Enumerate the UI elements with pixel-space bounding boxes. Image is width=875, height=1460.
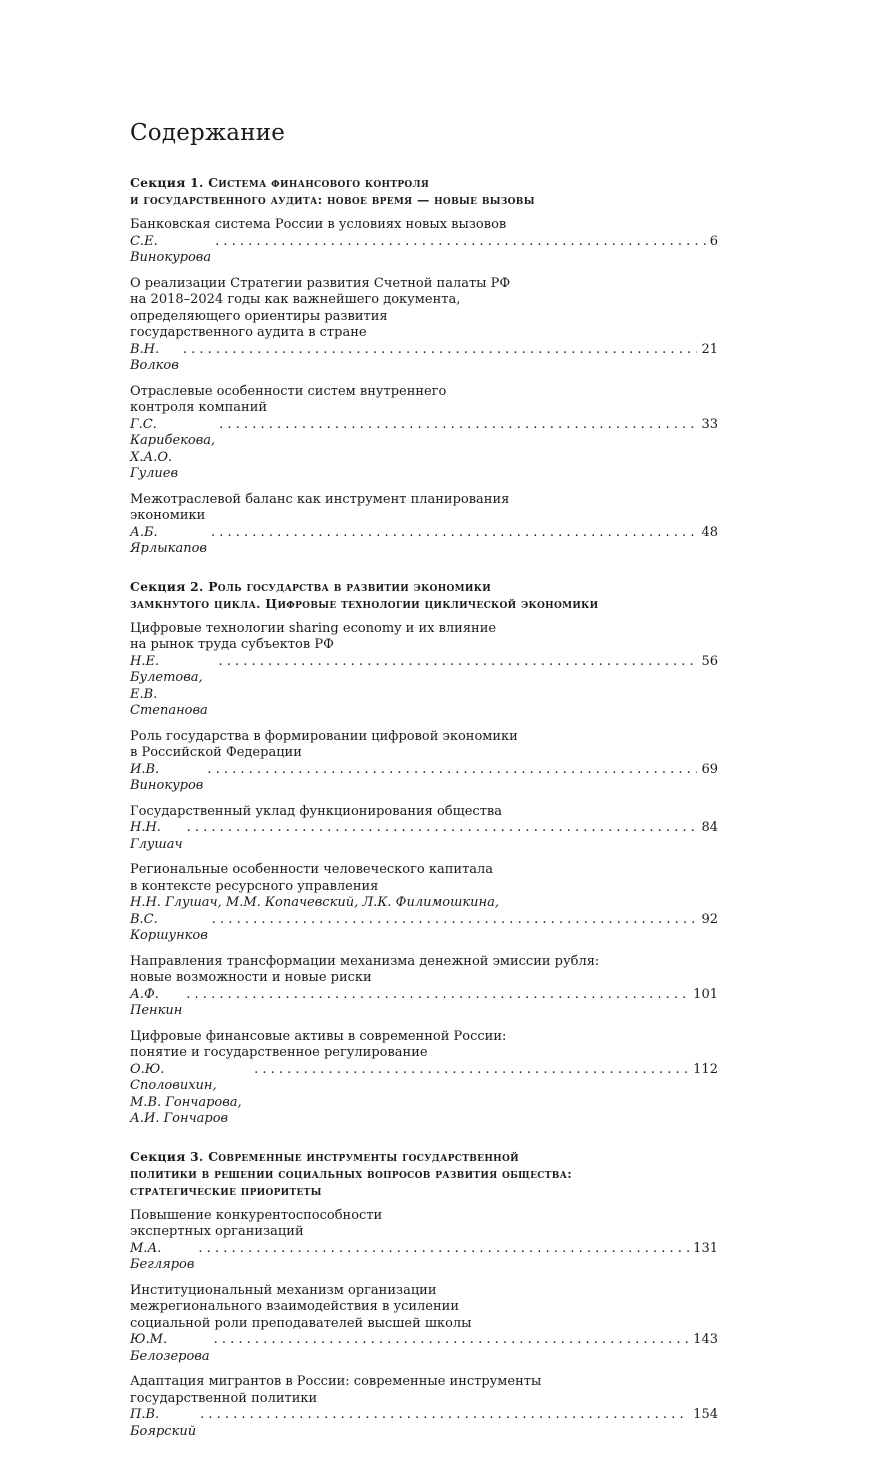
entry-title: О реализации Стратегии развития Счетной палаты РФ на 2018–2024 годы как важнейшего документа, определяющего ориентиры развития государственного аудита в стране [130, 275, 511, 340]
section-heading-text: Система финансового контроля [208, 175, 430, 190]
entry-authors: А.Б. Ярлыкапов [130, 524, 207, 556]
entry-authors: И.В. Винокуров [130, 761, 204, 793]
toc-entry[interactable] [130, 729, 718, 795]
entry-author-line [130, 1062, 718, 1128]
entry-title: Региональные особенности человеческого капитала в контексте ресурсного управления [130, 862, 494, 894]
entry-title: Межотраслевой баланс как инструмент планирования экономики [130, 491, 510, 523]
entry-authors: Н.Н. Глушач [130, 820, 183, 852]
entry-author-line [130, 1407, 718, 1440]
entry-authors: О.Ю. Споловихин, М.В. Гончарова, А.И. Гончаров [130, 1061, 242, 1126]
page-title: Содержание [130, 120, 286, 146]
section-heading-line: стратегические приоритеты [130, 1182, 322, 1198]
entry-author-line [130, 820, 718, 853]
dot-leader [198, 1241, 689, 1258]
entry-author-line [130, 417, 718, 483]
page-number: 56 [701, 653, 718, 669]
section-heading-line: политики в решении социальных вопросов развития общества: [130, 1165, 573, 1181]
page-number: 154 [693, 1407, 718, 1422]
entry-title: Государственный уклад функционирования общества [130, 803, 502, 819]
toc-section [130, 578, 718, 1128]
page-number: 69 [701, 761, 718, 777]
section-heading-line [130, 578, 718, 595]
entry-author-line [130, 762, 718, 795]
entry-authors: В.С. Коршунков [130, 911, 208, 943]
toc-entry[interactable] [130, 804, 718, 854]
entry-authors: Н.Е. Булетова, Е.В. Степанова [130, 653, 208, 718]
entry-author-line [130, 1241, 718, 1274]
page-number: 48 [701, 524, 718, 540]
section-heading-line [130, 1148, 718, 1165]
entry-author-line [130, 525, 718, 558]
entry-author-line [130, 987, 718, 1020]
page-number: 21 [701, 341, 718, 357]
dot-leader [200, 1407, 689, 1424]
entry-authors: Ю.М. Белозерова [130, 1332, 210, 1364]
dot-leader [186, 987, 689, 1004]
entry-title: Цифровые технологии sharing economy и их влияние на рынок труда субъектов РФ [130, 620, 497, 652]
entry-authors: С.Е. Винокурова [130, 233, 212, 265]
toc-entry[interactable] [130, 1283, 718, 1366]
toc-entry[interactable] [130, 862, 718, 945]
entry-author-line [130, 1332, 718, 1365]
entry-authors: Г.С. Карибекова, Х.А.О. Гулиев [130, 416, 216, 481]
entry-author-line [130, 234, 718, 267]
section-heading [130, 578, 718, 612]
section-heading [130, 174, 718, 208]
toc-entry[interactable] [130, 621, 718, 720]
page-number: 84 [701, 820, 718, 835]
toc-entry[interactable] [130, 1029, 718, 1128]
page-number: 143 [693, 1332, 718, 1347]
entry-title: Отраслевые особенности систем внутреннего контроля компаний [130, 383, 447, 415]
toc-entry[interactable] [130, 1374, 718, 1440]
dot-leader [183, 342, 698, 359]
dot-leader [219, 417, 697, 434]
entry-title: Роль государства в формировании цифровой экономики в Российской Федерации [130, 728, 518, 760]
entry-authors: Н.Н. Глушач, М.М. Копачевский, Л.К. Филимошкина, [130, 895, 499, 910]
section-number: Секция 3. [130, 1148, 209, 1164]
dot-leader [211, 525, 697, 542]
toc-entry[interactable] [130, 276, 718, 375]
toc-sections [130, 174, 718, 1440]
table-of-contents [130, 118, 718, 1460]
entry-authors: П.В. Боярский [130, 1407, 197, 1439]
entry-author-line [130, 654, 718, 720]
page-number: 92 [701, 911, 718, 927]
section-heading-line: и государственного аудита: новое время — новые вызовы [130, 192, 535, 207]
entry-authors: В.Н. Волков [130, 341, 179, 373]
entry-title: Направления трансформации механизма денежной эмиссии рубля: новые возможности и новые риски [130, 953, 600, 985]
entry-title: Повышение конкурентоспособности экспертных организаций [130, 1207, 383, 1239]
section-heading-text: Современные инструменты государственной [208, 1148, 519, 1164]
toc-entry[interactable] [130, 217, 718, 267]
dot-leader [187, 820, 698, 837]
dot-leader [218, 654, 697, 671]
toc-entry[interactable] [130, 954, 718, 1020]
dot-leader [215, 234, 706, 251]
entry-author-line [130, 912, 718, 945]
entry-authors: М.А. Бегляров [130, 1240, 195, 1272]
entry-authors: А.Ф. Пенкин [130, 986, 183, 1018]
entry-author-line [130, 342, 718, 375]
section-number: Секция 2. [130, 578, 209, 594]
dot-leader [207, 762, 697, 779]
page-number: 131 [693, 1240, 718, 1256]
section-number: Секция 1. [130, 175, 209, 190]
dot-leader [254, 1062, 689, 1079]
toc-entry[interactable] [130, 384, 718, 483]
entry-title: Банковская система России в условиях новых вызовов [130, 217, 507, 232]
section-heading-line: замкнутого цикла. Цифровые технологии циклической экономики [130, 595, 599, 611]
entry-title: Институциональный механизм организации межрегионального взаимодействия в усилении социальной роли преподавателей высшей школы [130, 1282, 472, 1331]
section-heading-line [130, 174, 718, 191]
dot-leader [214, 1332, 690, 1349]
dot-leader [212, 912, 698, 929]
toc-section [130, 174, 718, 558]
page-number: 112 [693, 1061, 718, 1077]
toc-section [130, 1148, 718, 1441]
page-number: 101 [693, 986, 718, 1002]
section-heading-text: Роль государства в развитии экономики [208, 578, 491, 594]
entry-title: Адаптация мигрантов в России: современные инструменты государственной политики [130, 1374, 542, 1406]
toc-entry[interactable] [130, 492, 718, 558]
page-number: 33 [701, 416, 718, 432]
page-number: 6 [709, 233, 718, 249]
section-heading [130, 1148, 718, 1199]
entry-title: Цифровые финансовые активы в современной России: понятие и государственное регулирование [130, 1028, 507, 1060]
